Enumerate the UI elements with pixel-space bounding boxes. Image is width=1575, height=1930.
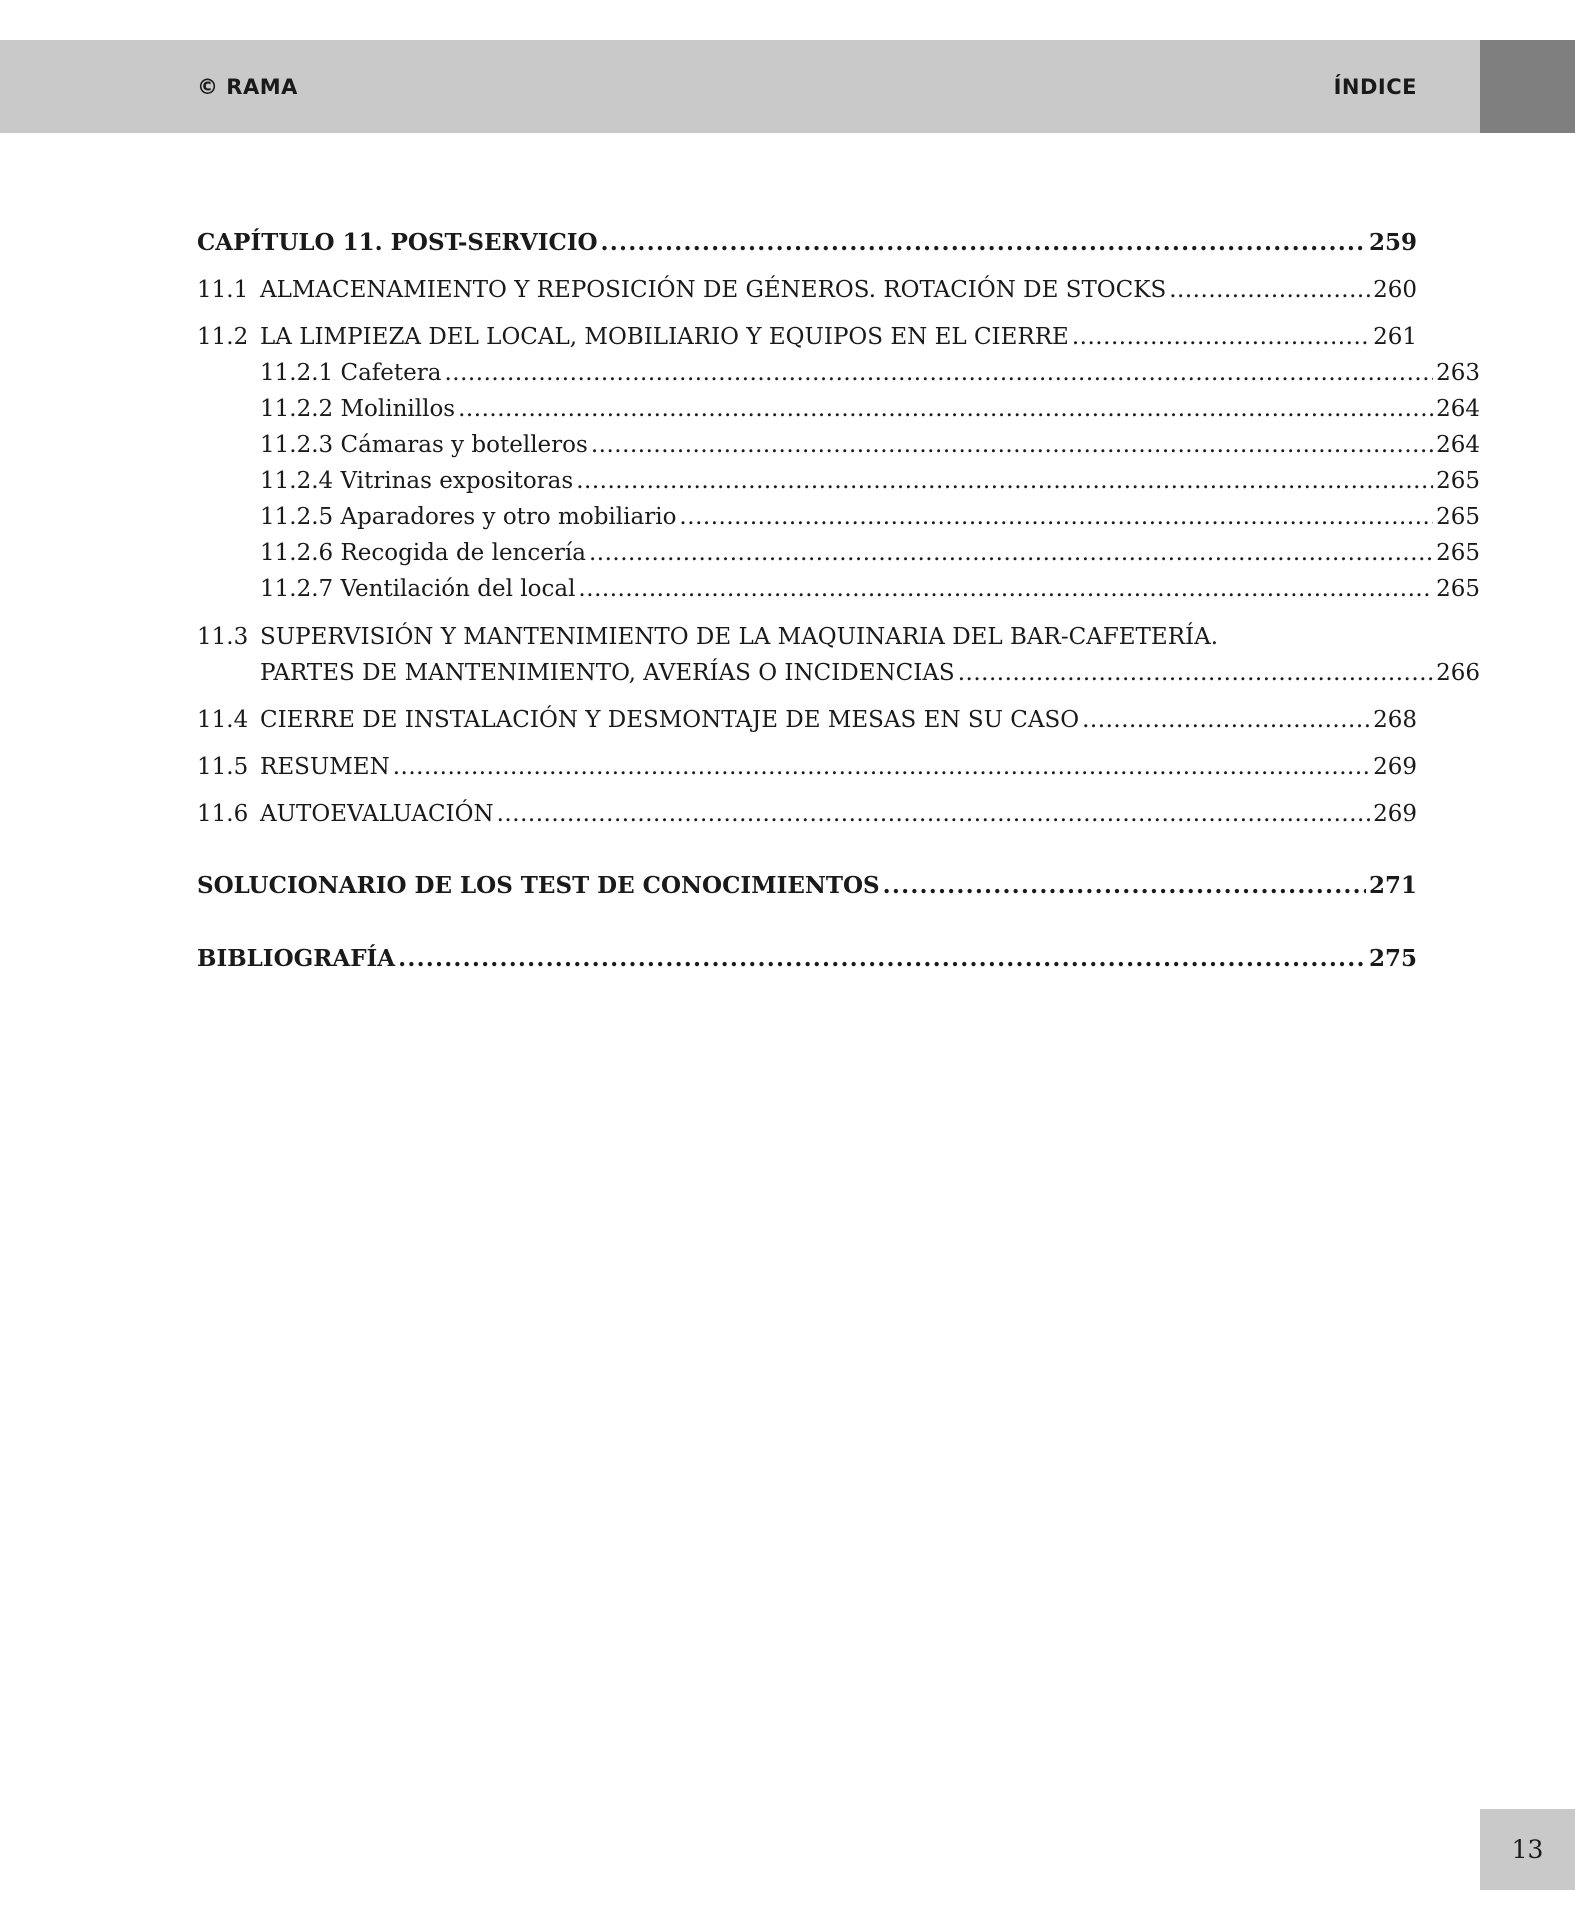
toc-entry-number: 11.6 (197, 801, 249, 827)
toc-entry-11-2-6[interactable] (197, 538, 1480, 568)
toc-entry-title: LA LIMPIEZA DEL LOCAL, MOBILIARIO Y EQUIPOS EN EL CIERRE (260, 324, 1069, 350)
toc-entry-11-2-1[interactable] (197, 358, 1480, 388)
dot-leader (589, 538, 1433, 568)
toc-entry-number: 11.5 (197, 754, 249, 780)
dot-leader (1169, 275, 1370, 305)
toc-entry-title: SUPERVISIÓN Y MANTENIMIENTO DE LA MAQUINARIA DEL BAR-CAFETERÍA. (260, 624, 1219, 650)
header-tab-marker (1480, 40, 1575, 133)
toc-entry-page: 264 (1436, 396, 1480, 422)
toc-entry-page: 269 (1373, 801, 1417, 827)
toc-entry-page: 271 (1368, 872, 1417, 899)
toc-entry-title: 11.2.7 Ventilación del local (260, 576, 576, 602)
header-section-title: ÍNDICE (1333, 75, 1417, 99)
toc-entry-title: CAPÍTULO 11. POST-SERVICIO (197, 229, 598, 256)
toc-entry-solucionario[interactable] (197, 871, 1417, 901)
toc-entry-title: AUTOEVALUACIÓN (260, 801, 494, 827)
toc-entry-page: 261 (1373, 324, 1417, 350)
toc-entry-page: 269 (1373, 754, 1417, 780)
toc-entry-page: 266 (1436, 660, 1480, 686)
toc-entry-number: 11.3 (197, 624, 249, 650)
dot-leader (601, 228, 1366, 258)
toc-entry-title: 11.2.4 Vitrinas expositoras (260, 468, 574, 494)
toc-entry-number: 11.4 (197, 707, 249, 733)
toc-entry-page: 265 (1436, 504, 1480, 530)
toc-entry-11-2-5[interactable] (197, 502, 1480, 532)
toc-entry-bibliografia[interactable] (197, 944, 1417, 974)
toc-entry-11-6[interactable] (197, 799, 1417, 829)
header-publisher: © RAMA (197, 75, 298, 99)
toc-entry-title: 11.2.5 Aparadores y otro mobiliario (260, 504, 677, 530)
dot-leader (1072, 322, 1370, 352)
dot-leader (458, 394, 1433, 424)
toc-entry-title-continued: PARTES DE MANTENIMIENTO, AVERÍAS O INCIDENCIAS (260, 660, 955, 686)
toc-entry-11-1[interactable] (197, 275, 1417, 305)
toc-entry-page: 265 (1436, 468, 1480, 494)
toc-entry-title: 11.2.2 Molinillos (260, 396, 456, 422)
dot-leader (497, 799, 1370, 829)
dot-leader (578, 574, 1433, 604)
dot-leader (576, 466, 1433, 496)
dot-leader (444, 358, 1433, 388)
toc-entry-chapter-11[interactable] (197, 228, 1417, 258)
toc-entry-title: 11.2.3 Cámaras y botelleros (260, 432, 588, 458)
toc-entry-11-2-4[interactable] (197, 466, 1480, 496)
dot-leader (398, 944, 1366, 974)
page-number: 13 (1511, 1835, 1544, 1864)
dot-leader (958, 658, 1433, 688)
toc-entry-page: 264 (1436, 432, 1480, 458)
toc-entry-page: 265 (1436, 540, 1480, 566)
toc-entry-page: 268 (1373, 707, 1417, 733)
toc-entry-title: SOLUCIONARIO DE LOS TEST DE CONOCIMIENTOS (197, 872, 880, 899)
toc-entry-title: RESUMEN (260, 754, 390, 780)
toc-entry-11-2-7[interactable] (197, 574, 1480, 604)
toc-entry-page: 259 (1368, 229, 1417, 256)
toc-entry-11-2-2[interactable] (197, 394, 1480, 424)
toc-entry-11-3-line2[interactable] (197, 658, 1480, 688)
toc-entry-11-2[interactable] (197, 322, 1417, 352)
dot-leader (393, 752, 1370, 782)
dot-leader (883, 871, 1366, 901)
toc-entry-11-5[interactable] (197, 752, 1417, 782)
toc-entry-number: 11.1 (197, 277, 249, 303)
dot-leader (679, 502, 1433, 532)
toc-entry-title: CIERRE DE INSTALACIÓN Y DESMONTAJE DE MESAS EN SU CASO (260, 707, 1080, 733)
toc-entry-11-3-line1[interactable] (197, 622, 1218, 652)
toc-entry-page: 275 (1368, 945, 1417, 972)
toc-entry-title: BIBLIOGRAFÍA (197, 945, 396, 972)
toc-entry-title: ALMACENAMIENTO Y REPOSICIÓN DE GÉNEROS. ROTACIÓN DE STOCKS (260, 277, 1167, 303)
dot-leader (1082, 705, 1370, 735)
toc-entry-title: 11.2.6 Recogida de lencería (260, 540, 586, 566)
dot-leader (591, 430, 1433, 460)
toc-entry-number: 11.2 (197, 324, 249, 350)
toc-entry-title: 11.2.1 Cafetera (260, 360, 442, 386)
toc-entry-11-4[interactable] (197, 705, 1417, 735)
toc-entry-11-2-3[interactable] (197, 430, 1480, 460)
toc-entry-page: 260 (1373, 277, 1417, 303)
toc-entry-page: 263 (1436, 360, 1480, 386)
toc-entry-page: 265 (1436, 576, 1480, 602)
